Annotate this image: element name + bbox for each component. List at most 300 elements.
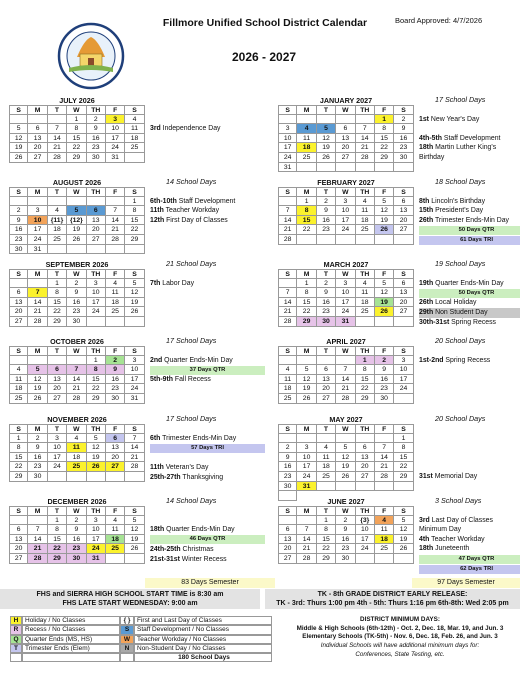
school-days-count: 17 School Days [166, 414, 217, 423]
month-title: JUNE 2027 [327, 497, 365, 506]
weekday-header: T [317, 105, 336, 115]
day-cell: 15 [375, 134, 394, 144]
day-cell [278, 434, 297, 444]
event-date: 26th [419, 216, 434, 224]
day-cell [375, 317, 394, 327]
day-cell: 19 [9, 143, 28, 153]
day-cell: 17 [297, 462, 316, 472]
day-cell: 2 [317, 279, 336, 289]
event-label: Lincoln's Birthday [429, 197, 486, 205]
day-cell: 24 [48, 462, 67, 472]
day-cell: 6 [9, 525, 28, 535]
day-cell: 5 [87, 434, 106, 444]
day-cell: 30 [278, 482, 297, 492]
day-cell: 21 [278, 307, 297, 317]
day-cell: 18 [106, 535, 125, 545]
day-cell: 15 [48, 298, 67, 308]
event-row [150, 288, 265, 298]
early-release-times-line: TK - 3rd: Thurs 1:00 pm 4th - 5th: Thurs 1:16 pm 6th-8th: Wed 2:05 pm [276, 600, 509, 607]
month-title: JULY 2026 [59, 96, 95, 105]
day-cell: 26 [336, 472, 355, 482]
day-cell: 3 [48, 434, 67, 444]
weekday-header: S [394, 346, 413, 356]
day-cell: 6 [87, 206, 106, 216]
weekday-header: TH [356, 424, 375, 434]
month-events [150, 197, 265, 255]
event-row [150, 535, 265, 545]
day-cell: 20 [278, 544, 297, 554]
day-cell: 15 [48, 535, 67, 545]
event-date: 31st [419, 472, 433, 480]
day-cell: 16 [317, 298, 336, 308]
day-cell: 21 [28, 307, 47, 317]
weekday-header: TH [356, 187, 375, 197]
day-cell: 19 [394, 535, 413, 545]
day-cell: 1 [48, 516, 67, 526]
weekday-header: F [375, 187, 394, 197]
day-cell: 16 [375, 375, 394, 385]
day-cell: 25 [317, 472, 336, 482]
month-events [150, 516, 265, 574]
event-date: 6th-10th [150, 197, 177, 205]
day-cell: 28 [125, 462, 144, 472]
day-cell: 21 [28, 544, 47, 554]
day-cell: 11 [9, 375, 28, 385]
day-cell: 21 [67, 384, 86, 394]
event-row [419, 289, 520, 299]
event-row [150, 216, 265, 226]
weekday-header: F [106, 187, 125, 197]
day-cell: 9 [67, 525, 86, 535]
minimum-days-heading: DISTRICT MINIMUM DAYS: [360, 616, 440, 623]
day-cell [9, 197, 28, 207]
event-row [150, 385, 265, 395]
legend-label: Non-Student Day / No Classes [134, 644, 272, 653]
day-cell: 31 [28, 245, 47, 255]
day-cell [125, 153, 144, 163]
day-cell: 1 [48, 279, 67, 289]
day-cell: 2 [67, 279, 86, 289]
day-cell: 30 [394, 153, 413, 163]
event-label: Quarter Ends-Min Day [433, 279, 504, 287]
weekday-header: F [106, 105, 125, 115]
day-cell: 25 [297, 153, 316, 163]
day-cell: 14 [106, 216, 125, 226]
day-cell: 25 [356, 307, 375, 317]
weekday-header: S [125, 269, 144, 279]
day-cell: 29 [375, 153, 394, 163]
day-cell: 21 [48, 143, 67, 153]
weekday-header: TH [87, 269, 106, 279]
event-row [419, 434, 520, 444]
day-cell: 10 [87, 525, 106, 535]
day-cell: 24 [87, 544, 106, 554]
day-cell: 13 [336, 134, 355, 144]
day-cell: 17 [87, 535, 106, 545]
day-cell [106, 472, 125, 482]
day-cell: 7 [125, 434, 144, 444]
start-time-line: FHS and SIERRA HIGH SCHOOL START TIME is 8:30 am [36, 591, 224, 598]
day-cell: 6 [356, 443, 375, 453]
school-days-count: 3 School Days [435, 496, 482, 505]
day-cell: 28 [106, 235, 125, 245]
day-cell: 25 [375, 544, 394, 554]
day-cell: 19 [375, 216, 394, 226]
day-cell: 9 [9, 216, 28, 226]
day-cell: 18 [48, 225, 67, 235]
school-days-count: 21 School Days [166, 259, 217, 268]
day-cell: 10 [297, 453, 316, 463]
day-cell: 5 [375, 197, 394, 207]
day-cell [28, 356, 47, 366]
legend-label: Quarter Ends (MS, HS) [22, 635, 120, 644]
weekday-header: M [297, 506, 316, 516]
day-cell: 12 [125, 288, 144, 298]
day-cell: 23 [67, 544, 86, 554]
day-cell: 25 [48, 235, 67, 245]
school-days-count: 18 School Days [435, 177, 486, 186]
day-cell: 19 [375, 298, 394, 308]
event-row [150, 235, 265, 245]
day-cell: 31 [87, 554, 106, 564]
day-cell: 16 [106, 375, 125, 385]
month-grid [278, 269, 414, 327]
day-cell: 3 [278, 124, 297, 134]
day-cell: 9 [375, 365, 394, 375]
day-cell [278, 197, 297, 207]
day-cell: 25 [278, 394, 297, 404]
day-cell: 10 [336, 206, 355, 216]
day-cell: 15 [297, 298, 316, 308]
day-cell [125, 317, 144, 327]
day-cell [48, 356, 67, 366]
day-cell: 14 [48, 134, 67, 144]
weekday-header: F [106, 506, 125, 516]
event-row [150, 124, 265, 134]
day-cell: 10 [394, 365, 413, 375]
day-cell [125, 554, 144, 564]
event-row [419, 134, 520, 144]
day-cell: 13 [106, 443, 125, 453]
day-cell: 17 [28, 225, 47, 235]
day-cell: 1 [67, 115, 86, 125]
legend-key: R [10, 625, 22, 634]
day-cell [356, 317, 375, 327]
month-grid [9, 105, 145, 163]
day-cell: 10 [28, 216, 47, 226]
day-cell: 10 [48, 443, 67, 453]
day-cell: 5 [297, 365, 316, 375]
month-events [150, 279, 265, 337]
day-cell: 29 [125, 235, 144, 245]
day-cell: 7 [278, 206, 297, 216]
day-cell: 31 [297, 482, 316, 492]
day-cell [297, 516, 316, 526]
event-row [419, 565, 520, 575]
weekday-header: T [317, 269, 336, 279]
event-row [150, 163, 265, 173]
event-row [150, 555, 265, 565]
day-cell: 29 [67, 153, 86, 163]
day-cell: 27 [278, 554, 297, 564]
weekday-header: W [67, 187, 86, 197]
day-cell: 14 [278, 298, 297, 308]
event-row [150, 434, 265, 444]
day-cell: 13 [9, 298, 28, 308]
day-cell: 6 [48, 365, 67, 375]
day-cell: 19 [317, 143, 336, 153]
event-date: 3rd [419, 516, 430, 524]
day-cell: 18 [356, 298, 375, 308]
legend-label: Teacher Workday / No Classes [134, 635, 272, 644]
district-logo [57, 22, 125, 90]
day-cell [106, 245, 125, 255]
day-cell: 24 [336, 307, 355, 317]
day-cell: 11 [278, 375, 297, 385]
weekday-header: S [125, 506, 144, 516]
event-label: Fall Recess [172, 376, 211, 384]
event-row [419, 115, 520, 125]
day-cell: 15 [297, 216, 316, 226]
day-cell: 13 [394, 288, 413, 298]
day-cell: 8 [87, 365, 106, 375]
month-title: APRIL 2027 [326, 337, 366, 346]
day-cell [336, 482, 355, 492]
day-cell: 14 [67, 375, 86, 385]
day-cell: 29 [297, 317, 316, 327]
day-cell: 4 [106, 516, 125, 526]
month-events [419, 516, 520, 575]
day-cell: 25 [67, 462, 86, 472]
event-row [150, 279, 265, 289]
day-cell: 4 [106, 279, 125, 289]
day-count-band: 50 Days QTR [419, 226, 520, 235]
day-cell: 25 [106, 307, 125, 317]
day-cell: 27 [394, 225, 413, 235]
weekday-header: S [394, 269, 413, 279]
legend-key [120, 653, 134, 662]
day-cell: 17 [336, 298, 355, 308]
weekday-header: M [28, 187, 47, 197]
legend-label [22, 653, 120, 662]
day-cell: 12 [125, 525, 144, 535]
event-date: 2nd [150, 356, 163, 364]
day-cell [87, 245, 106, 255]
weekday-header: W [336, 506, 355, 516]
legend-key: T [10, 644, 22, 653]
weekday-header: S [9, 187, 28, 197]
day-cell: 16 [67, 298, 86, 308]
weekday-header: M [28, 424, 47, 434]
day-cell: 29 [356, 394, 375, 404]
day-cell: 3 [87, 516, 106, 526]
legend-key: N [120, 644, 134, 653]
event-row [150, 444, 265, 454]
event-row [419, 462, 520, 472]
day-cell: 14 [297, 535, 316, 545]
day-cell: 19 [125, 535, 144, 545]
day-cell: 1 [125, 197, 144, 207]
day-cell: 31 [336, 317, 355, 327]
day-cell: 5 [125, 516, 144, 526]
day-cell: 8 [297, 206, 316, 216]
event-date: 5th-9th [150, 376, 173, 384]
day-cell: 11 [67, 443, 86, 453]
day-cell: 1 [375, 115, 394, 125]
day-cell: 28 [28, 317, 47, 327]
day-cell: 8 [67, 124, 86, 134]
day-cell: 2 [278, 443, 297, 453]
day-cell: 2 [317, 197, 336, 207]
event-row [150, 298, 265, 308]
day-cell: 21 [106, 225, 125, 235]
school-days-count: 14 School Days [166, 496, 217, 505]
event-date: 3rd [150, 125, 161, 133]
event-date: 30th-31st [419, 318, 450, 326]
day-cell [278, 516, 297, 526]
day-cell: 8 [356, 365, 375, 375]
day-cell: 28 [67, 394, 86, 404]
school-days-count: 17 School Days [435, 95, 486, 104]
day-cell: 7 [297, 525, 316, 535]
day-cell: 3 [336, 197, 355, 207]
day-cell: 14 [356, 134, 375, 144]
day-cell [317, 434, 336, 444]
weekday-header: F [106, 424, 125, 434]
weekday-header: TH [356, 105, 375, 115]
day-cell: 13 [356, 453, 375, 463]
day-cell: 14 [125, 443, 144, 453]
day-cell [394, 394, 413, 404]
day-cell: 4 [317, 443, 336, 453]
event-row [419, 482, 520, 492]
day-cell: 29 [87, 394, 106, 404]
day-cell [356, 115, 375, 125]
event-row [419, 153, 520, 163]
event-row [150, 317, 265, 327]
event-row [150, 366, 265, 376]
day-cell: 22 [297, 225, 316, 235]
day-cell: 4 [48, 206, 67, 216]
day-cell: 20 [28, 143, 47, 153]
day-cell [356, 163, 375, 173]
month-title: MAY 2027 [329, 415, 363, 424]
day-cell: 13 [48, 375, 67, 385]
day-cell: 9 [317, 206, 336, 216]
day-cell: {3} [356, 516, 375, 526]
weekday-header: TH [356, 506, 375, 516]
day-cell [125, 472, 144, 482]
day-cell: 3 [336, 279, 355, 289]
day-cell [48, 472, 67, 482]
event-label: New Year's Day [428, 115, 480, 123]
event-row [419, 124, 520, 134]
day-cell: 14 [278, 216, 297, 226]
day-cell: 8 [48, 288, 67, 298]
month-title: JANUARY 2027 [319, 96, 373, 105]
month-grid [9, 187, 145, 254]
school-days-count: 20 School Days [435, 414, 486, 423]
weekday-header: S [278, 506, 297, 516]
day-cell: 27 [317, 394, 336, 404]
day-cell: 27 [106, 462, 125, 472]
day-cell: 9 [278, 453, 297, 463]
weekday-header: S [125, 105, 144, 115]
event-row [150, 564, 265, 574]
event-date: 26th [419, 299, 434, 307]
day-cell: 27 [28, 153, 47, 163]
weekday-header: S [9, 506, 28, 516]
day-cell: 22 [317, 544, 336, 554]
event-row [150, 463, 265, 473]
weekday-header: S [9, 346, 28, 356]
day-cell: 16 [336, 535, 355, 545]
event-label: Trimester Ends-Min Day [160, 434, 237, 442]
day-cell: 9 [336, 525, 355, 535]
day-cell: 30 [67, 317, 86, 327]
day-count-band: 50 Days QTR [419, 289, 520, 298]
day-cell: 30 [28, 472, 47, 482]
weekday-header: S [278, 346, 297, 356]
event-date: 4th-5th [419, 134, 442, 142]
event-row [150, 545, 265, 555]
day-cell: 15 [394, 453, 413, 463]
day-cell [336, 356, 355, 366]
day-cell: 5 [125, 279, 144, 289]
day-cell: 11 [125, 124, 144, 134]
day-cell: 17 [278, 143, 297, 153]
weekday-header: S [9, 269, 28, 279]
day-cell [28, 197, 47, 207]
day-cell: 20 [9, 544, 28, 554]
weekday-header: W [67, 506, 86, 516]
school-days-count: 19 School Days [435, 259, 486, 268]
day-cell [356, 434, 375, 444]
day-cell: 26 [317, 153, 336, 163]
day-cell: 12 [394, 525, 413, 535]
weekday-header: TH [87, 346, 106, 356]
day-count-band: 62 Days TRI [419, 565, 520, 574]
day-cell [336, 163, 355, 173]
day-cell: 4 [67, 434, 86, 444]
legend-label: Recess / No Classes [22, 625, 120, 634]
day-cell: 15 [356, 375, 375, 385]
weekday-header: F [375, 269, 394, 279]
event-date: 7th [150, 279, 161, 287]
page-title: Fillmore Unified School District Calendar [162, 17, 368, 29]
weekday-header: M [297, 424, 316, 434]
day-cell: 3 [87, 279, 106, 289]
day-cell: 23 [317, 307, 336, 317]
day-cell: 7 [375, 443, 394, 453]
event-date: 8th [419, 197, 430, 205]
event-row [150, 525, 265, 535]
day-cell: 13 [278, 535, 297, 545]
day-cell: 1 [87, 356, 106, 366]
day-cell: 27 [336, 153, 355, 163]
day-cell: {12} [67, 216, 86, 226]
weekday-header: F [375, 346, 394, 356]
event-row [419, 525, 520, 535]
month-grid [9, 269, 145, 327]
day-cell [297, 356, 316, 366]
event-label: Veteran's Day [163, 463, 209, 471]
day-cell: 17 [336, 216, 355, 226]
weekday-header: T [48, 105, 67, 115]
day-cell: 12 [9, 134, 28, 144]
day-cell [375, 482, 394, 492]
day-cell: 19 [87, 453, 106, 463]
